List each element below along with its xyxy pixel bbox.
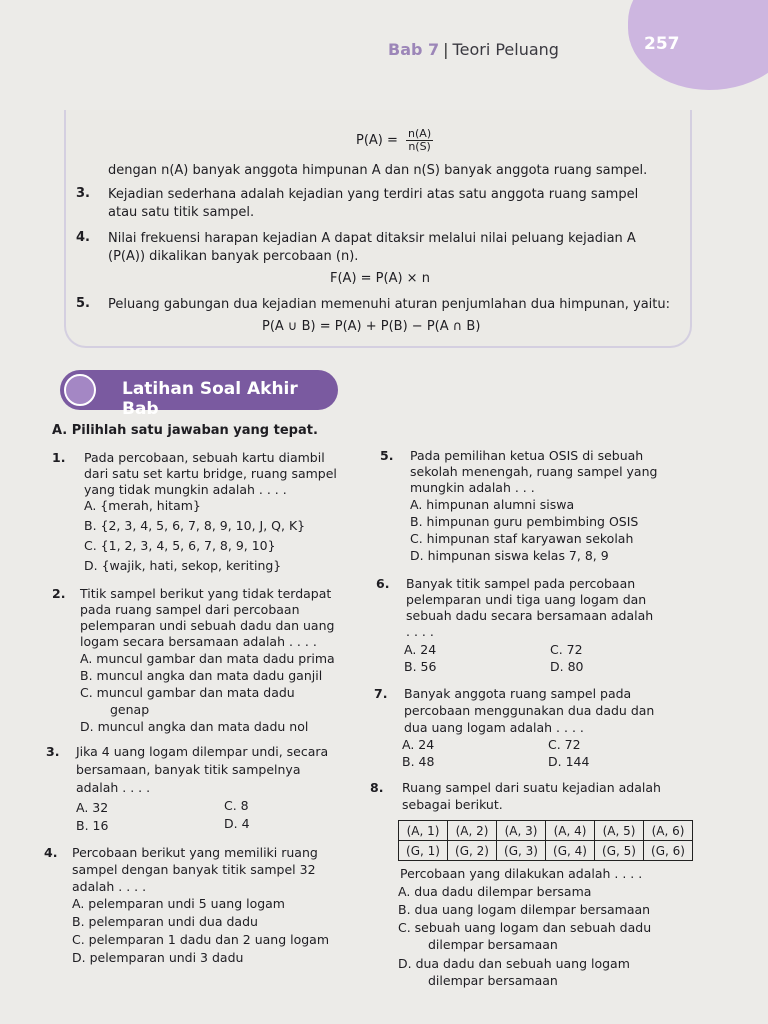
table-cell: (A, 4) xyxy=(546,821,595,841)
table-cell: (A, 5) xyxy=(595,821,644,841)
exercise-badge-icon xyxy=(64,374,96,406)
summary-item4-line1: Nilai frekuensi harapan kejadian A dapat ditaksir melalui nilai peluang kejadian A xyxy=(108,231,636,246)
fraction-numerator: n(A) xyxy=(408,127,432,140)
summary-item3-line2: atau satu titik sampel. xyxy=(108,205,255,220)
probability-formula xyxy=(356,128,433,153)
q5-line1: Pada pemilihan ketua OSIS di sebuah xyxy=(410,448,644,463)
q5-number: 5. xyxy=(380,448,394,463)
table-cell: (G, 5) xyxy=(595,841,644,861)
q6-line1: Banyak titik sampel pada percobaan xyxy=(406,576,636,591)
q7-line1: Banyak anggota ruang sampel pada xyxy=(404,686,632,701)
q4-number: 4. xyxy=(44,845,58,860)
q3-option-c: C. 8 xyxy=(224,798,249,813)
table-cell: (G, 2) xyxy=(448,841,497,861)
summary-item3-number: 3. xyxy=(76,186,90,201)
q7-option-d: D. 144 xyxy=(548,754,590,769)
q5-option-b: B. himpunan guru pembimbing OSIS xyxy=(410,514,639,529)
q5-option-a: A. himpunan alumni siswa xyxy=(410,497,575,512)
formula-lhs: P(A) = xyxy=(356,133,398,148)
sample-space-table xyxy=(398,820,693,861)
q3-line2: bersamaan, banyak titik sampelnya xyxy=(76,762,301,777)
q2-option-c-cont: genap xyxy=(110,702,150,717)
q7-line3: dua uang logam adalah . . . . xyxy=(404,720,584,735)
exercise-section-header xyxy=(60,370,338,419)
q6-option-c: C. 72 xyxy=(550,642,583,657)
q4-option-a: A. pelemparan undi 5 uang logam xyxy=(72,896,285,911)
q4-option-c: C. pelemparan 1 dadu dan 2 uang logam xyxy=(72,932,330,947)
q2-line1: Titik sampel berikut yang tidak terdapat xyxy=(80,586,332,601)
summary-item4-line2: (P(A)) dikalikan banyak percobaan (n). xyxy=(108,249,359,264)
q2-line4: logam secara bersamaan adalah . . . . xyxy=(80,634,317,649)
q2-line2: pada ruang sampel dari percobaan xyxy=(80,602,300,617)
q8-option-d: D. dua dadu dan sebuah uang logam xyxy=(398,956,630,971)
q1-number: 1. xyxy=(52,450,66,465)
q5-line3: mungkin adalah . . . xyxy=(410,480,535,495)
q7-option-a: A. 24 xyxy=(402,737,435,752)
q6-number: 6. xyxy=(376,576,390,591)
q3-number: 3. xyxy=(46,744,60,759)
summary-item4-number: 4. xyxy=(76,230,90,245)
q2-option-c: C. muncul gambar dan mata dadu xyxy=(80,685,295,700)
union-formula: P(A ∪ B) = P(A) + P(B) − P(A ∩ B) xyxy=(262,319,481,334)
q3-option-b: B. 16 xyxy=(76,818,109,833)
q8-line1: Ruang sampel dari suatu kejadian adalah xyxy=(402,780,661,795)
summary-item3-line1: Kejadian sederhana adalah kejadian yang terdiri atas satu anggota ruang sampel xyxy=(108,187,639,202)
q5-option-d: D. himpunan siswa kelas 7, 8, 9 xyxy=(410,548,609,563)
table-cell: (G, 6) xyxy=(644,841,693,861)
q6-line3: sebuah dadu secara bersamaan adalah xyxy=(406,608,654,623)
table-row xyxy=(399,841,693,861)
q8-stem: Percobaan yang dilakukan adalah . . . . xyxy=(400,866,643,881)
q7-line2: percobaan menggunakan dua dadu dan xyxy=(404,703,655,718)
q8-number: 8. xyxy=(370,780,384,795)
q3-option-a: A. 32 xyxy=(76,800,109,815)
table-cell: (A, 3) xyxy=(497,821,546,841)
exercise-section-title: Latihan Soal Akhir Bab xyxy=(122,379,298,419)
summary-item5-line1: Peluang gabungan dua kejadian memenuhi aturan penjumlahan dua himpunan, yaitu: xyxy=(108,297,671,312)
q8-option-b: B. dua uang logam dilempar bersamaan xyxy=(398,902,651,917)
q5-line2: sekolah menengah, ruang sampel yang xyxy=(410,464,658,479)
table-row xyxy=(399,821,693,841)
frequency-formula: F(A) = P(A) × n xyxy=(330,271,430,286)
chapter-label: Bab 7 xyxy=(388,40,440,59)
table-cell: (G, 4) xyxy=(546,841,595,861)
header-separator: | xyxy=(443,40,449,59)
q7-option-b: B. 48 xyxy=(402,754,435,769)
q8-line2: sebagai berikut. xyxy=(402,797,503,812)
q3-line3: adalah . . . . xyxy=(76,780,151,795)
q4-option-d: D. pelemparan undi 3 dadu xyxy=(72,950,244,965)
q8-option-c: C. sebuah uang logam dan sebuah dadu xyxy=(398,920,652,935)
q6-option-a: A. 24 xyxy=(404,642,437,657)
q2-line3: pelemparan undi sebuah dadu dan uang xyxy=(80,618,335,633)
q8-option-c-cont: dilempar bersamaan xyxy=(428,937,558,952)
q6-option-d: D. 80 xyxy=(550,659,584,674)
q1-option-b: B. {2, 3, 4, 5, 6, 7, 8, 9, 10, J, Q, K} xyxy=(84,518,306,533)
q1-option-a: A. {merah, hitam} xyxy=(84,498,201,513)
page-number: 257 xyxy=(644,34,680,54)
q1-option-c: C. {1, 2, 3, 4, 5, 6, 7, 8, 9, 10} xyxy=(84,538,276,553)
q5-option-c: C. himpunan staf karyawan sekolah xyxy=(410,531,634,546)
q7-number: 7. xyxy=(374,686,388,701)
table-cell: (A, 6) xyxy=(644,821,693,841)
q6-line4: . . . . xyxy=(406,624,434,639)
table-cell: (A, 2) xyxy=(448,821,497,841)
q4-line2: sampel dengan banyak titik sampel 32 xyxy=(72,862,316,877)
q2-number: 2. xyxy=(52,586,66,601)
q1-line2: dari satu set kartu bridge, ruang sampel xyxy=(84,466,337,481)
summary-item5-number: 5. xyxy=(76,296,90,311)
q4-line1: Percobaan berikut yang memiliki ruang xyxy=(72,845,318,860)
running-head xyxy=(388,40,559,59)
q2-option-d: D. muncul angka dan mata dadu nol xyxy=(80,719,309,734)
summary-line1: dengan n(A) banyak anggota himpunan A dan n(S) banyak anggota ruang sampel. xyxy=(108,163,648,178)
q3-line1: Jika 4 uang logam dilempar undi, secara xyxy=(76,744,329,759)
q2-option-a: A. muncul gambar dan mata dadu prima xyxy=(80,651,335,666)
section-a-instruction: A. Pilihlah satu jawaban yang tepat. xyxy=(52,423,318,438)
q7-option-c: C. 72 xyxy=(548,737,581,752)
q1-line1: Pada percobaan, sebuah kartu diambil xyxy=(84,450,325,465)
table-cell: (A, 1) xyxy=(399,821,448,841)
q4-line3: adalah . . . . xyxy=(72,879,147,894)
q4-option-b: B. pelemparan undi dua dadu xyxy=(72,914,258,929)
q3-option-d: D. 4 xyxy=(224,816,250,831)
fraction-denominator: n(S) xyxy=(408,140,431,153)
q2-option-b: B. muncul angka dan mata dadu ganjil xyxy=(80,668,323,683)
formula-fraction xyxy=(406,128,433,153)
chapter-title: Teori Peluang xyxy=(452,40,559,59)
q8-option-a: A. dua dadu dilempar bersama xyxy=(398,884,592,899)
q8-option-d-cont: dilempar bersamaan xyxy=(428,973,558,988)
table-cell: (G, 3) xyxy=(497,841,546,861)
q6-option-b: B. 56 xyxy=(404,659,437,674)
q1-line3: yang tidak mungkin adalah . . . . xyxy=(84,482,287,497)
q6-line2: pelemparan undi tiga uang logam dan xyxy=(406,592,647,607)
q1-option-d: D. {wajik, hati, sekop, keriting} xyxy=(84,558,282,573)
table-cell: (G, 1) xyxy=(399,841,448,861)
